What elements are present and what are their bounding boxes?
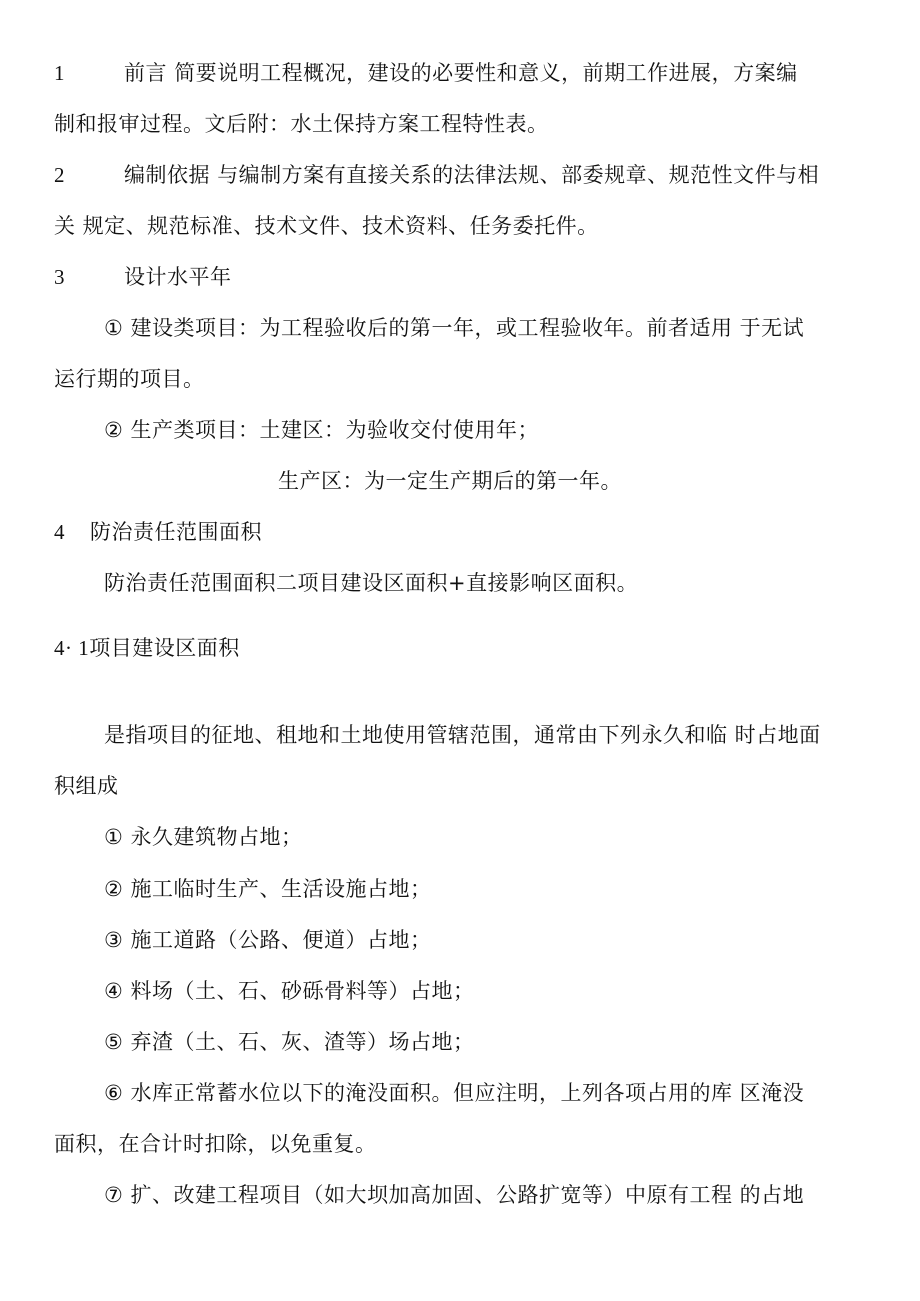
- section-4-title: 防治责任范围面积: [90, 520, 262, 544]
- section-4-formula: 防治责任范围面积二项目建设区面积+直接影响区面积。: [104, 571, 639, 595]
- section-3-item-1: ① 建设类项目：为工程验收后的第一年，或工程验收年。前者适用 于无试: [104, 316, 805, 340]
- section-2-line: [54, 160, 819, 190]
- section-3-line: [54, 262, 232, 292]
- section-3-item-1-continuation: 运行期的项目。: [54, 367, 205, 391]
- section-2-number: 2: [54, 163, 65, 187]
- section-2-continuation: 关 规定、规范标准、技术文件、技术资料、任务委托件。: [54, 214, 599, 238]
- section-1-text: 简要说明工程概况，建设的必要性和意义，前期工作进展，方案编: [174, 61, 798, 85]
- section-1-title: 前言: [124, 61, 167, 85]
- section-2-title: 编制依据: [124, 163, 210, 187]
- section-3-item-2: ② 生产类项目：土建区：为验收交付使用年；: [104, 418, 539, 442]
- section-4-line: [54, 517, 262, 547]
- section-2-text: 与编制方案有直接关系的法律法规、部委规章、规范性文件与相: [217, 163, 820, 187]
- section-1-number: 1: [54, 61, 65, 85]
- section-3-title: 设计水平年: [124, 265, 232, 289]
- section-4-1-intro-continuation: 积组成: [54, 774, 119, 798]
- list-item: ⑤ 弃渣（土、石、灰、渣等）场占地；: [104, 1030, 475, 1054]
- list-item-6-continuation: 面积，在合计时扣除，以免重复。: [54, 1132, 377, 1156]
- section-3-number: 3: [54, 265, 65, 289]
- list-item: ② 施工临时生产、生活设施占地；: [104, 877, 432, 901]
- list-item-7: ⑦ 扩、改建工程项目（如大坝加高加固、公路扩宽等）中原有工程 的占地: [104, 1183, 805, 1207]
- section-1-continuation: 制和报审过程。文后附：水土保持方案工程特性表。: [54, 112, 549, 136]
- list-item-6: ⑥ 水库正常蓄水位以下的淹没面积。但应注明，上列各项占用的库 区淹没: [104, 1081, 805, 1105]
- list-item: ④ 料场（土、石、砂砾骨料等）占地；: [104, 979, 475, 1003]
- section-4-1-intro: 是指项目的征地、租地和土地使用管辖范围，通常由下列永久和临 时占地面: [104, 723, 821, 747]
- section-4-number: 4: [54, 520, 65, 544]
- section-1-line: [54, 58, 798, 88]
- list-item: ① 永久建筑物占地；: [104, 825, 303, 849]
- section-3-item-2-continuation: 生产区：为一定生产期后的第一年。: [278, 469, 622, 493]
- list-item: ③ 施工道路（公路、便道）占地；: [104, 928, 432, 952]
- section-4-1-line: [54, 633, 240, 663]
- section-4-1-number: 4· 1: [54, 636, 90, 660]
- section-4-1-title: 项目建设区面积: [89, 636, 240, 660]
